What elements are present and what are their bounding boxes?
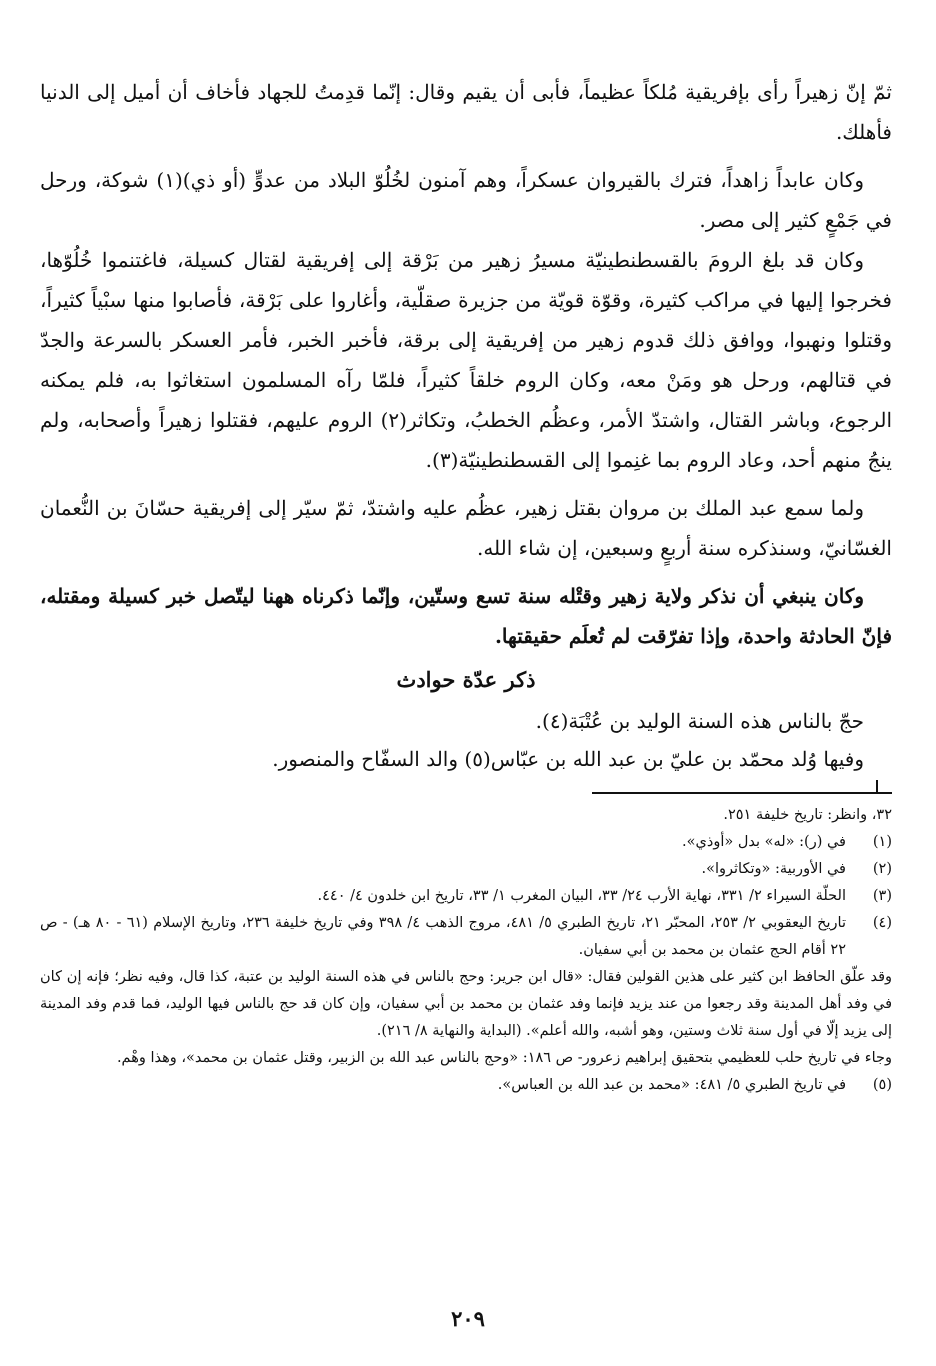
footnote-1 <box>40 829 892 856</box>
footnote-number: (٢) <box>872 861 892 877</box>
footnote-3 <box>40 883 892 910</box>
event-birth: وفيها وُلد محمّد بن عليّ بن عبد الله بن عبّاس(٥) والد السفّاح والمنصور. <box>272 747 864 771</box>
footnote-separator <box>592 792 892 794</box>
footnote-number: (١) <box>872 834 892 850</box>
footnote-text: في الأوربية: «وتكاثروا». <box>701 861 846 877</box>
paragraph-gap <box>40 568 892 576</box>
footnote-text: تاريخ اليعقوبي ٢/ ٢٥٣، المحبّر ٢١، تاريخ الطبري ٥/ ٤٨١، مروج الذهب ٤/ ٣٩٨ وفي تاريخ خليفة ٢٣٦، وتاريخ الإسلام (٦١ - ٨٠ هـ) - ص ٢٢ أقام الحج عثمان بن محمد بن أبي سفيان. <box>40 915 847 958</box>
footnote-text: الحلّة السيراء ٢/ ٣٣١، نهاية الأرب ٢٤/ ٣٣، البيان المغرب ١/ ٣٣، تاريخ ابن خلدون ٤/ ٤٤٠. <box>317 888 846 904</box>
footnote-2 <box>40 856 892 883</box>
event-hajj-leader: حجّ بالناس هذه السنة الوليد بن عُتْبَة(٤). <box>535 709 864 733</box>
footnotes <box>40 802 892 1099</box>
paragraph-abd-al-malik: ولما سمع عبد الملك بن مروان بقتل زهير، عظُم عليه واشتدّ، ثمّ سيّر إلى إفريقية حسّانَ بن النُّعمان الغسّانيّ، وسنذكره سنة أربعٍ وسبعين، إن شاء الله. <box>40 496 892 560</box>
paragraph-gap <box>40 480 892 488</box>
paragraph-author-note: وكان ينبغي أن نذكر ولاية زهير وقتْله سنة تسع وستّين، وإنّما ذكرناه ههنا ليتّصل خبر كسيلة ومقتله، فإنّ الحادثة واحدة، وإذا تفرّقت لم تُعلَم حقيقتها. <box>40 584 892 648</box>
paragraph-zuhair-ascetic: وكان عابداً زاهداً، فترك بالقيروان عسكراً، وهم آمنون لخُلُوّ البلاد من عدوٍّ (أو ذي)(١) شوكة، ورحل في جَمْعٍ كثير إلى مصر. <box>40 168 892 232</box>
page-number: ٢٠٩ <box>451 1306 485 1331</box>
footnote-number: (٣) <box>872 888 892 904</box>
paragraph-zuhair-return: ثمّ إنّ زهيراً رأى بإفريقية مُلكاً عظيماً، فأبى أن يقيم وقال: إنّما قدِمتُ للجهاد فأخاف أن أميل إلى الدنيا فأهلك. <box>40 80 892 144</box>
section-heading: ذكر عدّة حوادث <box>396 667 536 692</box>
footnote-4-commentary-ibn-kathir: وقد علّق الحافظ ابن كثير على هذين القولين فقال: «قال ابن جرير: وحج بالناس في هذه السنة الوليد بن عتبة، كذا قال، وفيه نظر؛ فإنه إن كان في وفد أهل المدينة وقد رجعوا من عند يزيد فإنما وفد عثمان بن محمد بن أبي سفيان، وإن كان قد حج بالناس فيها الوليد، فما قدم وفد المدينة إلى يزيد إلّا في أول سنة ثلاث وستين، وهو أشبه، والله أعلم». (البداية والنهاية ٨/ ٢١٦). <box>40 969 892 1039</box>
footnote-4-commentary-azimi: وجاء في تاريخ حلب للعظيمي بتحقيق إبراهيم زعرور- ص ١٨٦: «وحج بالناس عبد الله بن الزبير، وقتل عثمان بن محمد»، وهذا وهْم. <box>116 1050 892 1066</box>
footnote-text: في (ر): «له» بدل «أوذي». <box>682 834 846 850</box>
paragraph-gap <box>40 152 892 160</box>
separator-tick <box>876 780 878 792</box>
paragraph-byzantine-attack: وكان قد بلغ الرومَ بالقسطنطينيّة مسيرُ زهير من بَرْقة إلى إفريقية لقتال كسيلة، فاغتنموا خُلُوّها، فخرجوا إليها في مراكب كثيرة، وقوّة قويّة من جزيرة صقلّية، وأغاروا على بَرْقة، فأصابوا منها سبْياً كثيراً، وقتلوا ونهبوا، ووافق ذلك قدوم زهير من إفريقية إلى برقة، فأخبر الخبر، فأمر العسكر بالسرعة والجدّ في قتالهم، ورحل هو ومَنْ معه، وكان الروم خلقاً كثيراً، فلمّا رآه المسلمون استغاثوا به، فلم يمكنه الرجوع، وباشر القتال، واشتدّ الأمر، وعظُم الخطبُ، وتكاثر(٢) الروم عليهم، فقتلوا زهيراً وأصحابه، ولم ينجُ منهم أحد، وعاد الروم بما غنِموا إلى القسطنطينيّة(٣). <box>40 248 893 472</box>
footnote-number: (٥) <box>872 1077 892 1093</box>
footnote-number: (٤) <box>872 915 892 931</box>
footnote-5 <box>40 1072 892 1099</box>
footnote-carryover: ٣٢، وانظر: تاريخ خليفة ٢٥١. <box>723 807 892 823</box>
footnote-4 <box>40 910 892 964</box>
footnote-text: في تاريخ الطبري ٥/ ٤٨١: «محمد بن عبد الله بن العباس». <box>497 1077 846 1093</box>
